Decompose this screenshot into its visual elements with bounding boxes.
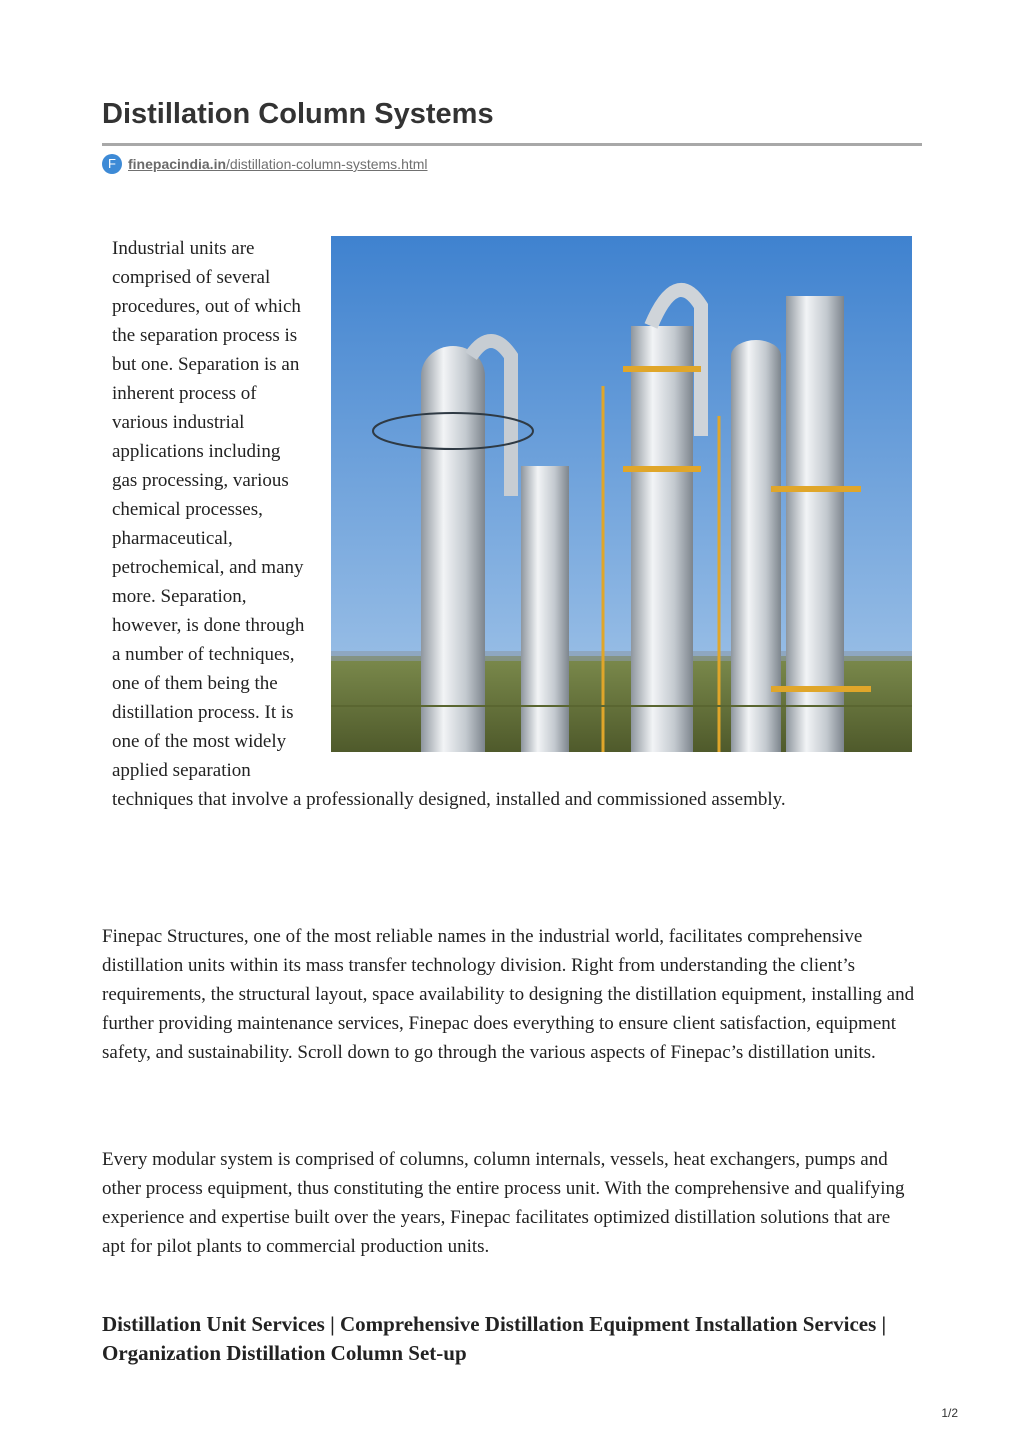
section-heading: Distillation Unit Services | Comprehensive Distillation Equipment Installation Services | Organization Distillation Column Set-up bbox=[102, 1312, 887, 1365]
company-overview-paragraph: Finepac Structures, one of the most reliable names in the industrial world, facilitates comprehensive distillation units within its mass transfer technology division. Right from understanding the client’s requirements, the structural layout, space availability to designing the distillation equipment, installing and further providing maintenance services, Finepac does everything to ensure client satisfaction, equipment safety, and sustainability. Scroll down to go through the various aspects of Finepac’s distillation units. bbox=[102, 926, 915, 1063]
page-title: Distillation Column Systems bbox=[102, 98, 494, 130]
modular-system-paragraph: Every modular system is comprised of columns, column internals, vessels, heat exchangers, pumps and other process equipment, thus constituting the entire process unit. With the comprehensive and qualifying experience and expertise built over the years, Finepac facilitates optimized distillation solutions that are apt for pilot plants to commercial production units. bbox=[102, 1149, 905, 1257]
source-link-row[interactable] bbox=[102, 152, 428, 176]
source-path: /distillation-column-systems.html bbox=[226, 156, 428, 172]
page-number: 1/2 bbox=[941, 1406, 958, 1420]
source-url-link[interactable] bbox=[128, 156, 428, 172]
distillation-columns-photo bbox=[331, 236, 912, 752]
finepac-favicon-icon: F bbox=[102, 154, 122, 174]
source-domain: finepacindia.in bbox=[128, 156, 227, 172]
title-divider bbox=[102, 143, 922, 146]
intro-section bbox=[112, 234, 912, 814]
intro-paragraph: Industrial units are comprised of several procedures, out of which the separation process is but one. Separation is an inherent process of various industrial applications including gas processing, various chemical processes, pharmaceutical, petrochemical, and many more. Separation, however, is done through a number of techniques, one of them being the distillation process. It is one of the most widely applied separation techniques that involve a professionally designed, installed and commissioned assembly. bbox=[112, 238, 786, 810]
